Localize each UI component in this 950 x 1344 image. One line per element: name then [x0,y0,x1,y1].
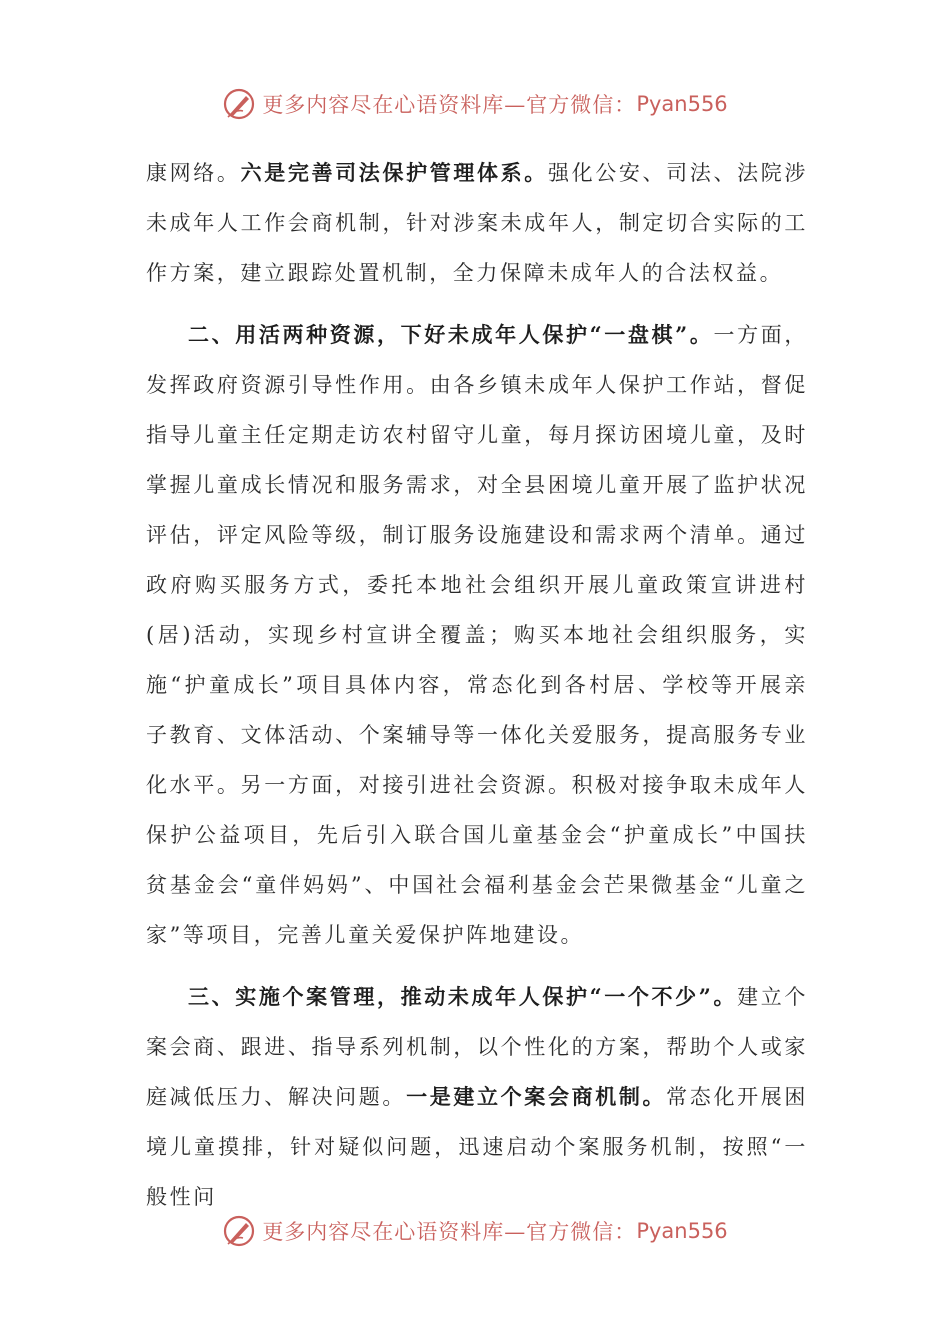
paragraph-3-heading: 三、实施个案管理，推动未成年人保护“一个不少”。 [188,984,738,1009]
footer-watermark-banner [0,1211,950,1251]
paragraph-2 [146,310,808,960]
paragraph-3-text-2: 常态化开展困境儿童摸排，针对疑似问题，迅速启动个案服务机制，按照“一般性问 [146,1085,808,1209]
header-watermark-banner [0,84,950,124]
paragraph-1-bold: 六是完善司法保护管理体系。 [240,160,548,185]
paragraph-1-text-2: 强化公安、司法、法院涉未成年人工作会商机制，针对涉案未成年人，制定切合实际的工作方案，建立跟踪处置机制，全力保障未成年人的合法权益。 [146,161,808,285]
footer-banner-wechat-id: Pyan556 [636,1219,728,1243]
document-body [146,148,808,1222]
paragraph-3 [146,972,808,1222]
footer-banner-text: 更多内容尽在心语资料库—官方微信： [262,1220,637,1244]
paragraph-1-text: 康网络。 [146,161,241,185]
paragraph-3-bold: 一是建立个案会商机制。 [406,1084,667,1109]
paragraph-2-text: 一方面，发挥政府资源引导性作用。由各乡镇未成年人保护工作站，督促指导儿童主任定期走访农村留守儿童，每月探访困境儿童，及时掌握儿童成长情况和服务需求，对全县困境儿童开展了监护状况评估，评定风险等级，制订服务设施建设和需求两个清单。通过政府购买服务方式，委托本地社会组织开展儿童政策宣讲进村(居)活动，实现乡村宣讲全覆盖；购买本地社会组织服务，实施“护童成长”项目具体内容，常态化到各村居、学校等开展亲子教育、文体活动、个案辅导等一体化关爱服务，提高服务专业化水平。另一方面，对接引进社会资源。积极对接争取未成年人保护公益项目，先后引入联合国儿童基金会“护童成长”中国扶贫基金会“童伴妈妈”、中国社会福利基金会芒果微基金“儿童之家”等项目，完善儿童关爱保护阵地建设。 [146,323,808,947]
paragraph-2-heading: 二、用活两种资源，下好未成年人保护“一盘棋”。 [188,322,714,347]
quill-logo-icon [222,1214,256,1248]
quill-logo-icon [222,87,256,121]
paragraph-3-text: 建立个案会商、跟进、指导系列机制，以个性化的方案，帮助个人或家庭减低压力、解决问题。 [146,985,808,1109]
paragraph-1 [146,148,808,298]
header-banner-text: 更多内容尽在心语资料库—官方微信： [262,93,637,117]
header-banner-wechat-id: Pyan556 [636,92,728,116]
